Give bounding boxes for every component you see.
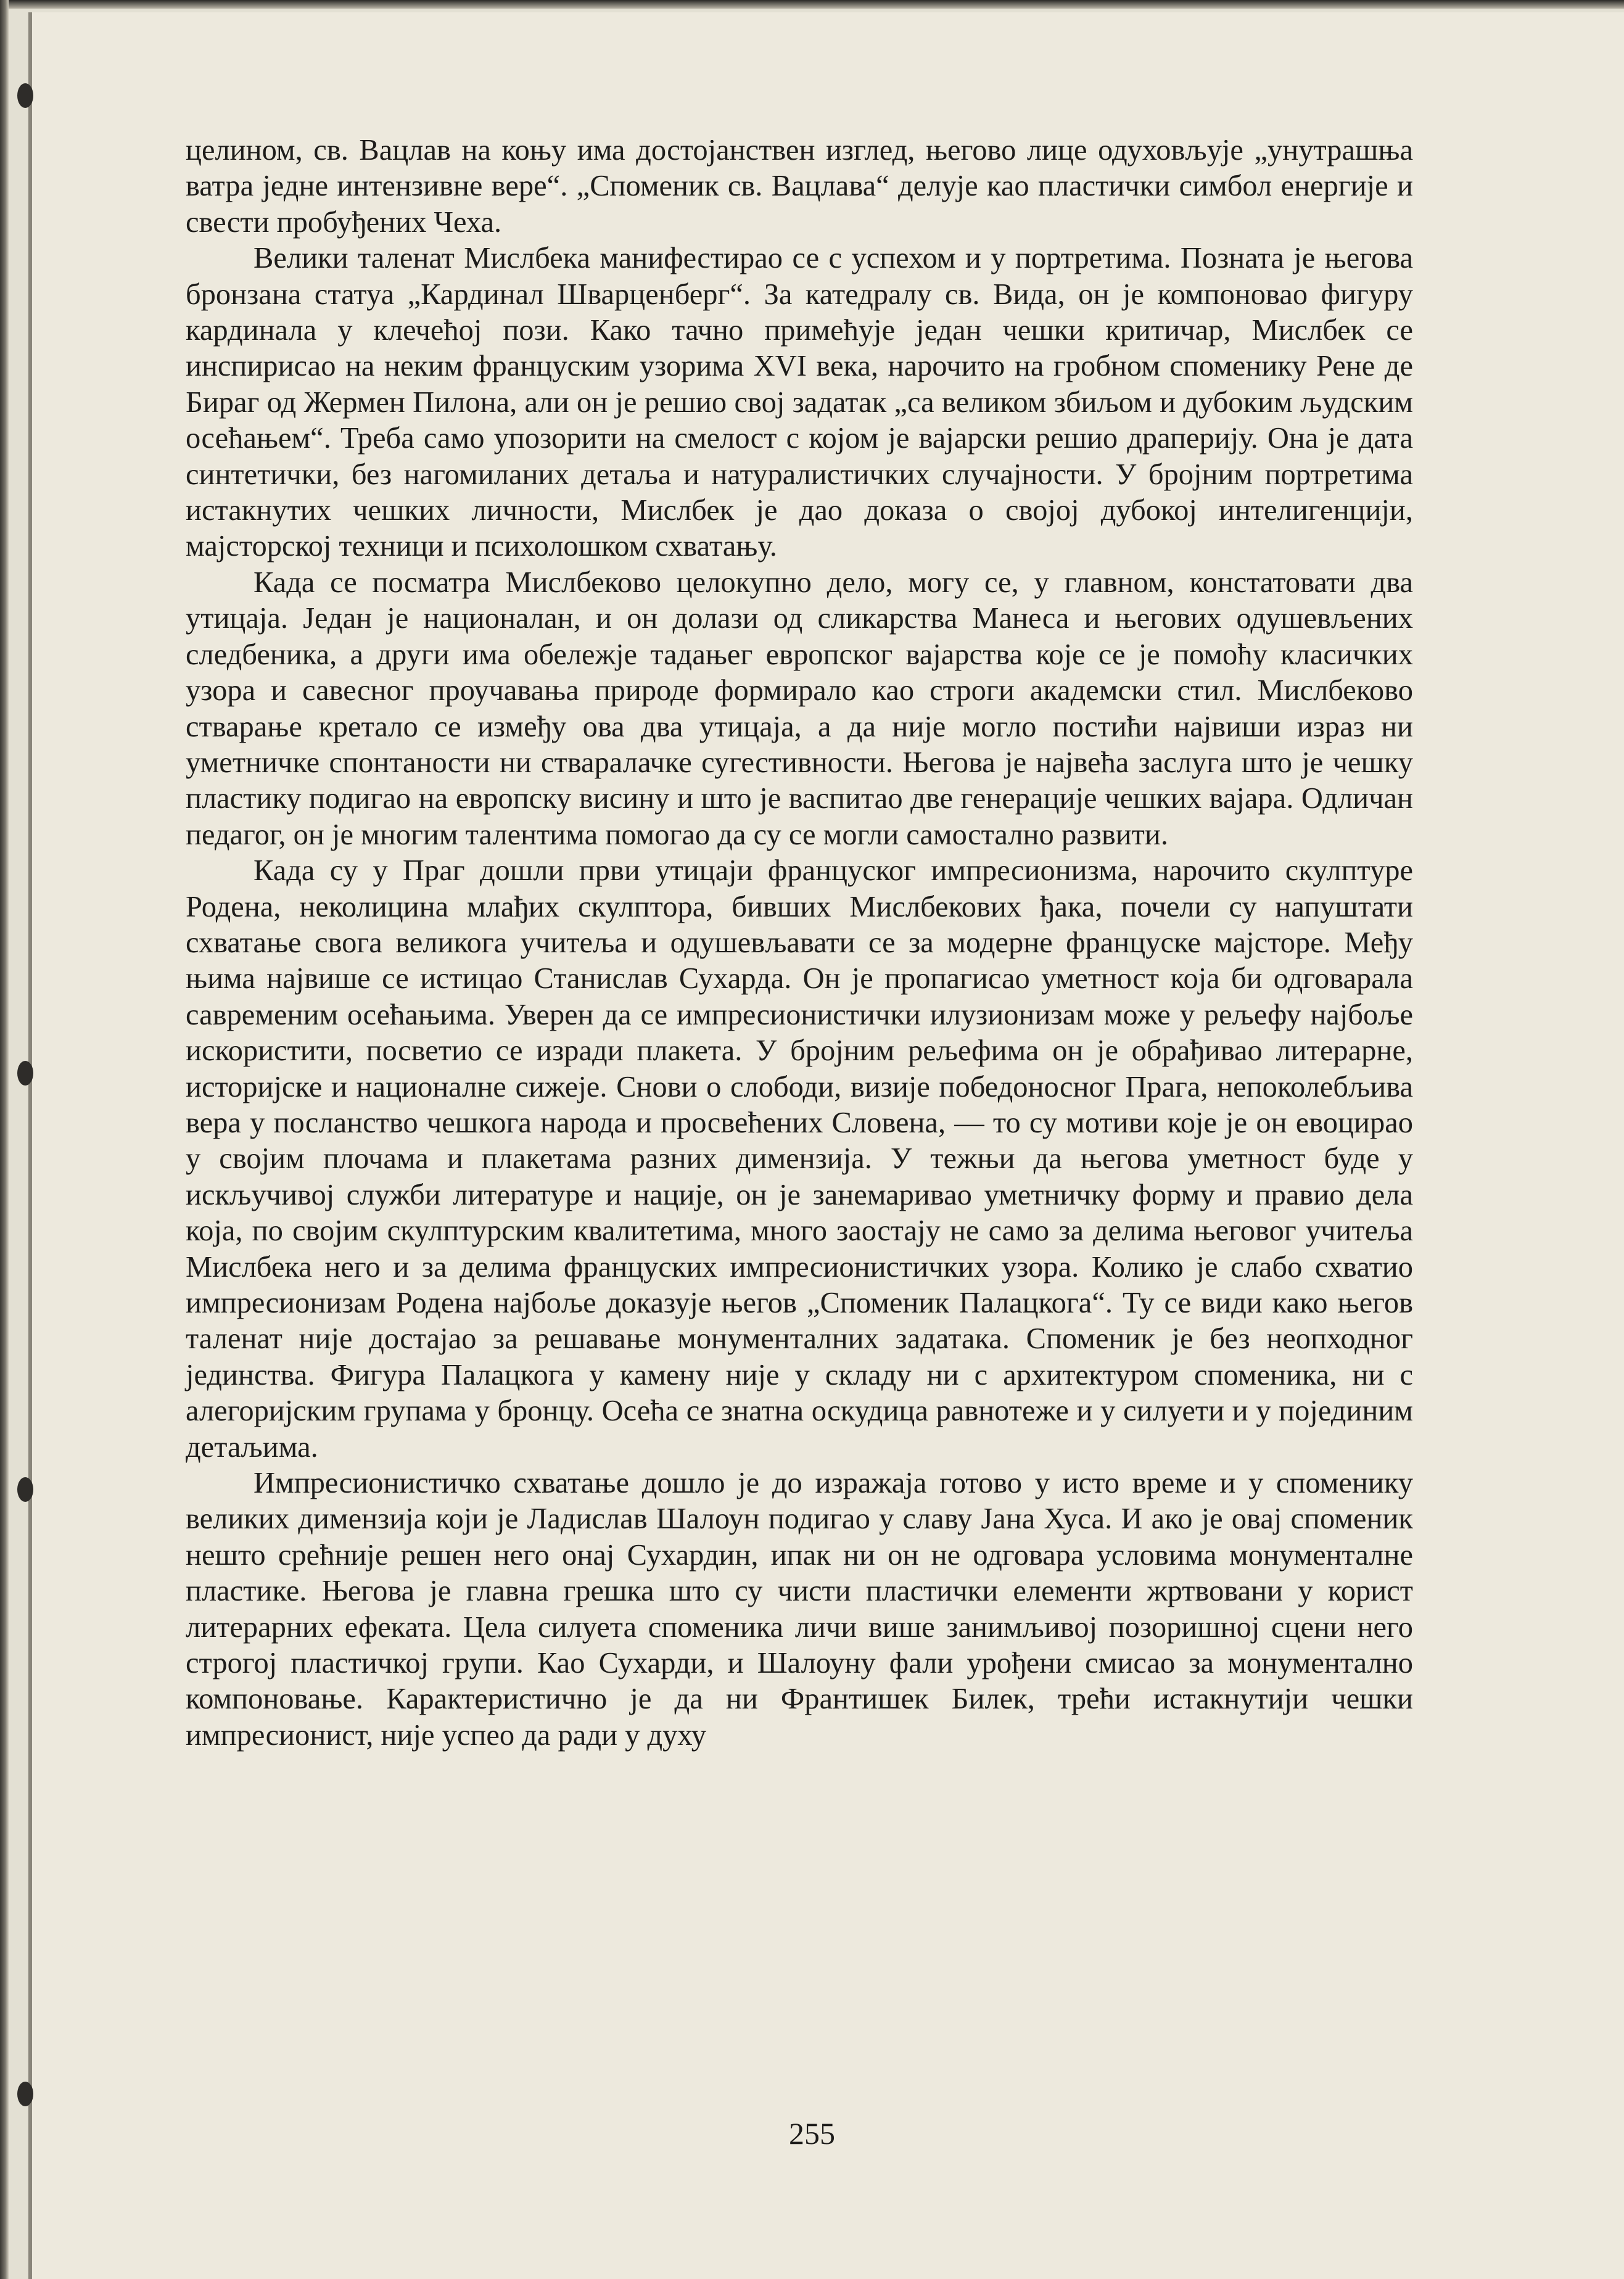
page-number: 255 [789,2116,835,2151]
paragraph: Велики таленат Мислбека манифестирао се с успехом и у портретима. Позната је његова бронзана статуа „Кардинал Шварценберг“. За катедралу св. Вида, он је компоновао фигуру кардинала у клечећој пози. Како тачно примећује један чешки критичар, Мислбек се инспирисао на неким француским узорима XVI века, нарочито на гробном споменику Рене де Бираг од Жермен Пилона, али он је решио свој задатак „са великом збиљом и дубоким људским осећањем“. Треба само упозорити на смелост с којом је вајарски решио драперију. Она је дата синтетички, без нагомиланих детаља и натуралистичких случајности. У бројним портретима истакнутих чешких личности, Мислбек је дао доказа о својој дубокој интелигенцији, мајсторској техници и психолошком схватању. [186,242,1413,563]
scan-top-edge [0,0,1624,9]
binding-hole [17,1061,33,1086]
body-text [186,133,1413,1754]
paragraph: Када се посматра Мислбеково целокупно дело, могу се, у главном, констатовати два утицаја. Један је националан, и он долази од сликарства Манеса и његових одушевљених следбеника, а други има обележје тадањег европског вајарства које се је помоћу класичких узора и савесног проучавања природе формирало као строги академски стил. Мислбеково стварање кретало се између ова два утицаја, а да није могло постићи највиши израз ни уметничке спонтаности ни стваралачке сугестивности. Његова је највећа заслуга што је чешку пластику подигао на европску висину и што је васпитао две генерације чешких вајара. Одличан педагог, он је многим талентима помогао да су се могли самостално развити. [186,566,1413,851]
scan-left-edge [0,0,9,2279]
binding-line [28,12,32,2279]
binding-hole [17,2082,33,2106]
binding-hole [17,1477,33,1502]
paragraph: Импресионистичко схватање дошло је до изражаја готово у исто време и у споменику великих димензија који је Ладислав Шалоун подигао у славу Јана Хуса. И ако је овај споменик нешто срећније решен него онај Сухардин, ипак ни он не одговара условима монументалне пластике. Његова је главна грешка што су чисти пластички елементи жртвовани у корист литерарних ефеката. Цела силуета споменика личи више занимљивој позоришној сцени него строгој пластичкој групи. Као Сухарди, и Шалоуну фали урођени смисао за монументално компоновање. Карактеристично је да ни Франтишек Билек, трећи истакнутији чешки импресионист, није успео да ради у духу [186,1467,1413,1752]
paragraph: целином, св. Вацлав на коњу има достојанствен изглед, његово лице одуховљује „унутрашња ватра једне интензивне вере“. „Споменик св. Вацлава“ делује као пластички симбол енергије и свести пробуђених Чеха. [186,134,1413,239]
paragraph: Када су у Праг дошли први утицаји француског импресионизма, нарочито скулптуре Родена, неколицина млађих скулптора, бивших Мислбекових ђака, почели су напуштати схватање свога великога учитеља и одушевљавати се за модерне француске мајсторе. Међу њима највише се истицао Станислав Сухарда. Он је пропагисао уметност која би одговарала савременим осећањима. Уверен да се импресионистички илузионизам може у рељефу најбоље искористити, посветио се изради плакета. У бројним рељефима он је обрађивао литерарне, историјске и националне сижеје. Снови о слободи, визије победоносног Прага, непоколебљива вера у посланство чешкога народа и просвећених Словена, — то су мотиви које је он евоцирао у својим плочама и плакетама разних димензија. У тежњи да његова уметност буде у искључивој служби литературе и нације, он је занемаривао уметничку форму и правио дела која, по својим скулптурским квалитетима, много заостају не само за делима његовог учитеља Мислбека него и за делима француских импресионистичких узора. Колико је слабо схватио импресионизам Родена најбоље доказује његов „Споменик Палацкога“. Ту се види како његов таленат није достајао за решавање монументалних задатака. Споменик је без неопходног јединства. Фигура Палацкога у камену није у складу ни с архитектуром споменика, ни с алегоријским групама у бронцу. Осећа се знатна оскудица равнотеже и у силуети и у појединим детаљима. [186,854,1413,1464]
binding-hole [17,83,33,108]
